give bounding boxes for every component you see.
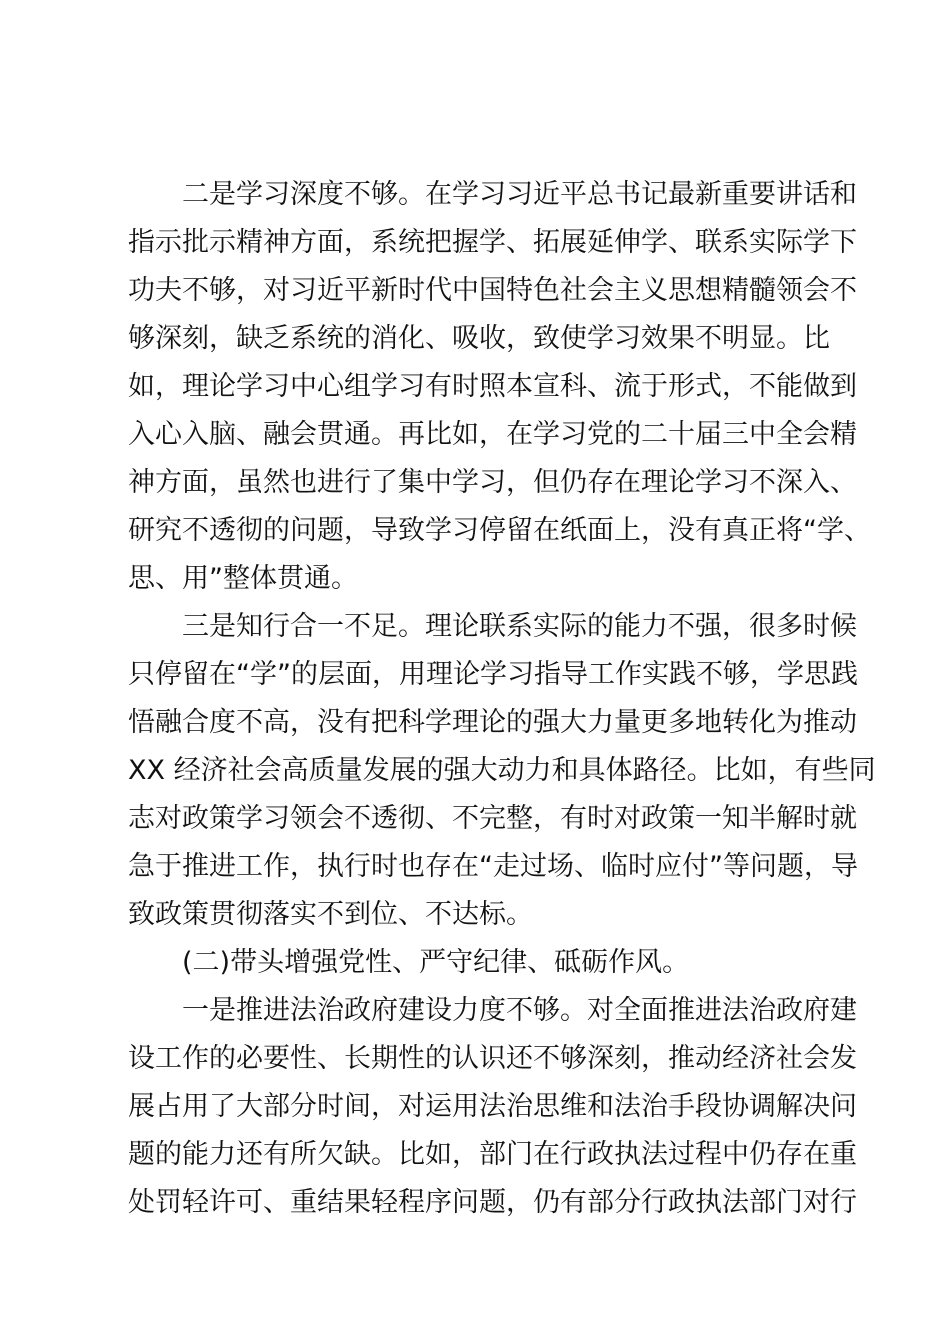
text-line: 入心入脑、融会贯通。再比如，在学习党的二十届三中全会精 [128, 419, 857, 450]
text-line: 指示批示精神方面，系统把握学、拓展延伸学、联系实际学下 [128, 227, 857, 258]
text-line: 二是学习深度不够。在学习习近平总书记最新重要讲话和 [182, 179, 857, 210]
paragraph-knowledge-action [128, 603, 876, 939]
text-line: 一是推进法治政府建设力度不够。对全面推进法治政府建 [182, 995, 857, 1026]
paragraph-study-depth [128, 171, 871, 603]
text-line: 志对政策学习领会不透彻、不完整，有时对政策一知半解时就 [128, 803, 857, 834]
text-line: 展占用了大部分时间，对运用法治思维和法治手段协调解决问 [128, 1091, 857, 1122]
text-line: 如，理论学习中心组学习有时照本宣科、流于形式，不能做到 [128, 371, 857, 402]
text-line: 设工作的必要性、长期性的认识还不够深刻，推动经济社会发 [128, 1043, 857, 1074]
text-line: 题的能力还有所欠缺。比如，部门在行政执法过程中仍存在重 [128, 1139, 857, 1170]
section-heading-2 [128, 939, 828, 987]
text-line: 处罚轻许可、重结果轻程序问题，仍有部分行政执法部门对行 [128, 1187, 857, 1218]
document-page [128, 171, 876, 1227]
text-line: 三是知行合一不足。理论联系实际的能力不强，很多时候 [182, 611, 857, 642]
section-heading-text: (二)带头增强党性、严守纪律、砥砺作风。 [182, 947, 690, 978]
text-line: 研究不透彻的问题，导致学习停留在纸面上，没有真正将“学、 [128, 515, 871, 546]
text-line: 悟融合度不高，没有把科学理论的强大力量更多地转化为推动 [128, 707, 857, 738]
text-line: 只停留在“学”的层面，用理论学习指导工作实践不够，学思践 [128, 659, 858, 690]
text-line: XX 经济社会高质量发展的强大动力和具体路径。比如，有些同 [128, 755, 876, 786]
text-line: 致政策贯彻落实不到位、不达标。 [128, 899, 533, 930]
paragraph-rule-of-law [128, 987, 857, 1227]
text-line: 功夫不够，对习近平新时代中国特色社会主义思想精髓领会不 [128, 275, 857, 306]
text-line: 急于推进工作，执行时也存在“走过场、临时应付”等问题，导 [128, 851, 858, 882]
text-line: 神方面，虽然也进行了集中学习，但仍存在理论学习不深入、 [128, 467, 857, 498]
text-line: 思、用”整体贯通。 [128, 563, 358, 594]
text-line: 够深刻，缺乏系统的消化、吸收，致使学习效果不明显。比 [128, 323, 830, 354]
